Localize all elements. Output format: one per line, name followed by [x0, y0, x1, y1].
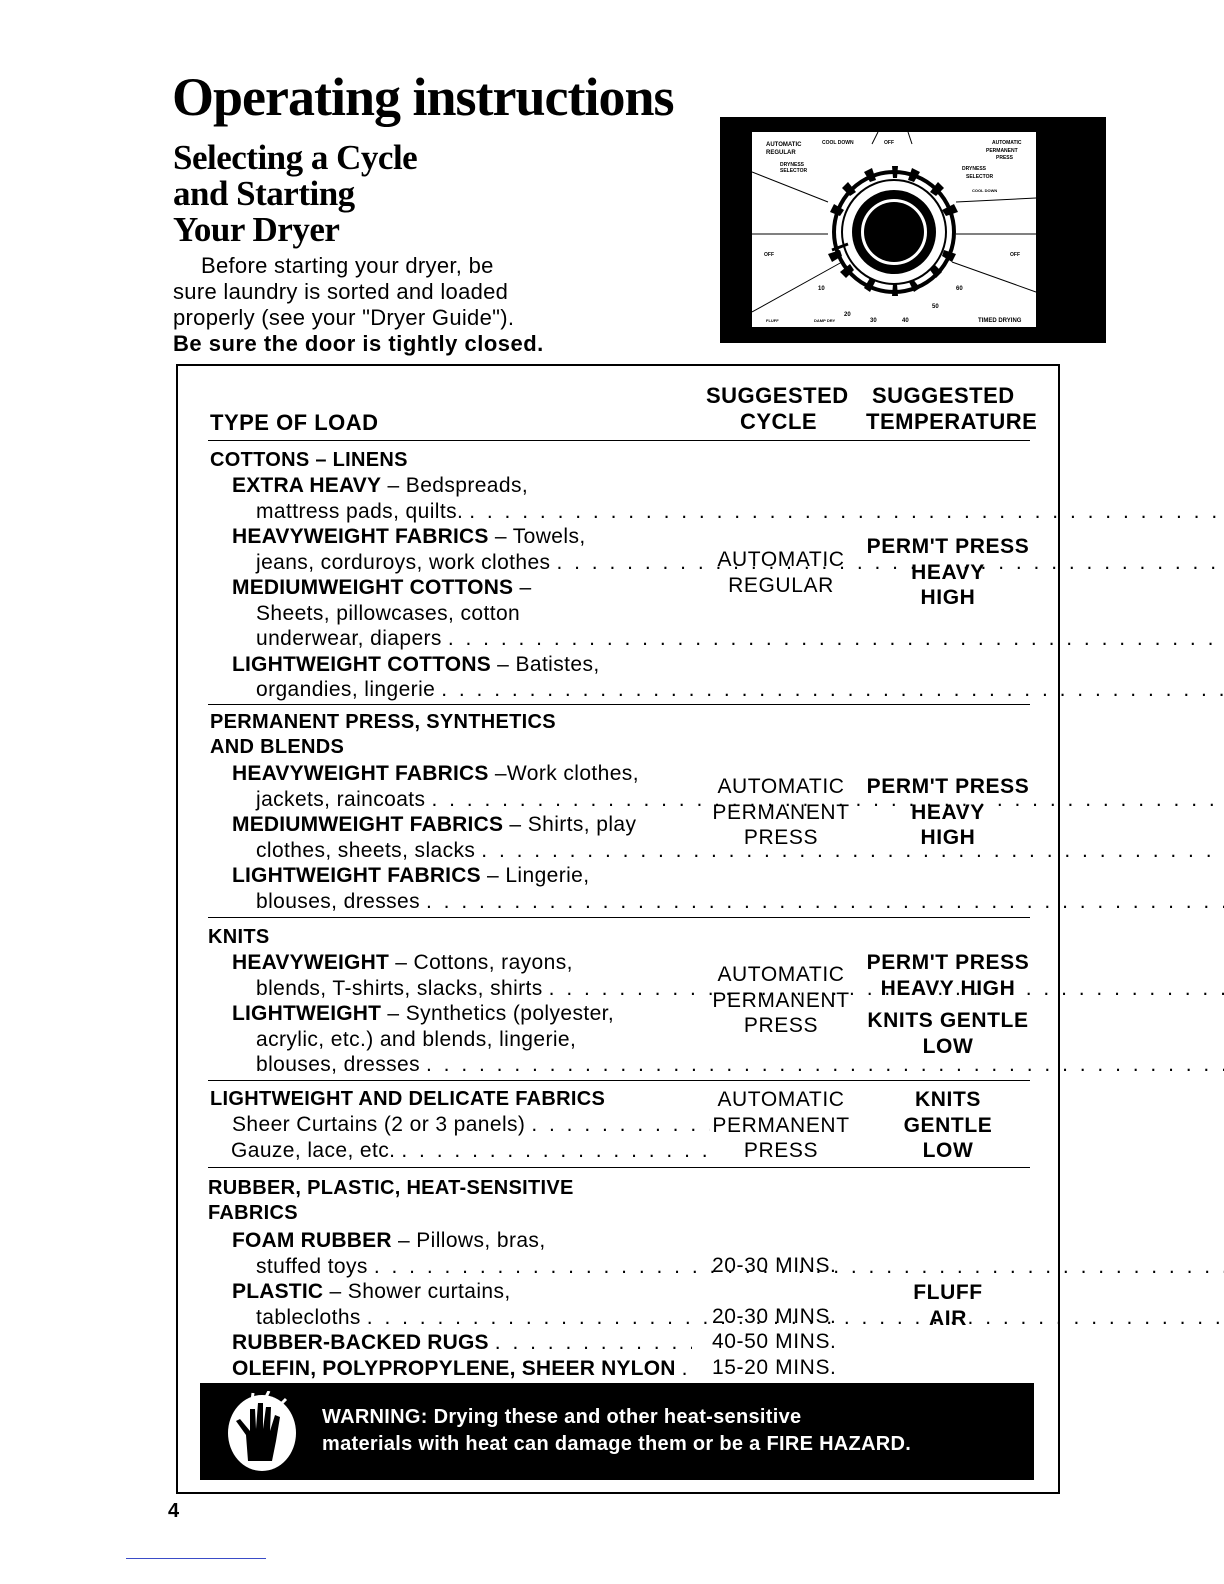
intro-line: Before starting your dryer, be [201, 253, 494, 278]
header-cycle-line: CYCLE [740, 409, 818, 434]
dial-label: SELECTOR [966, 174, 994, 180]
list-item: EXTRA HEAVY – Bedspreads, [232, 474, 529, 497]
load-items-cottons: EXTRA HEAVY – Bedspreads, mattress pads, quilts. . . . HEAVYWEIGHT FABRICS – Towels, jeans, corduroys, work clothes . . . MEDIUMWEIGHT COTTONS – Sheets, pillowcases, cotton underwear, diapers . . . LIGHTWEIGHT COTTONS – Batistes, organdies, lingerie . . . [232, 473, 692, 703]
dial-label: DRYNESS [780, 162, 804, 168]
load-items-permanent-press: HEAVYWEIGHT FABRICS –Work clothes, jackets, raincoats . . . MEDIUMWEIGHT FABRICS – Shirts, play clothes, sheets, slacks . . . LIGHTWEIGHT FABRICS – Lingerie, blouses, dresses . . . [232, 761, 692, 914]
list-item: HEAVYWEIGHT FABRICS –Work clothes, [232, 762, 639, 785]
cycle-cottons: AUTOMATIC REGULAR [717, 548, 845, 597]
dial-label: DAMP DRY [814, 318, 836, 323]
dial-label: SELECTOR [780, 168, 808, 174]
category-delicates: LIGHTWEIGHT AND DELICATE FABRICS [210, 1088, 606, 1110]
dial-label: FLUFF [766, 318, 779, 323]
header-temp-line: TEMPERATURE [866, 409, 1038, 434]
time-value: 20-30 MINS. [712, 1305, 837, 1328]
dial-label: TIMED DRYING [978, 318, 1022, 324]
cycle-dial-illustration [752, 132, 1036, 327]
time-value: 15-20 MINS. [712, 1356, 837, 1379]
dial-label: COOL DOWN [972, 188, 998, 193]
list-item: PLASTIC – Shower curtains, [232, 1280, 511, 1303]
dial-line [956, 198, 1036, 202]
dial-number: 30 [870, 318, 877, 324]
door-notice: Be sure the door is tightly closed. [173, 331, 544, 356]
category-knits: KNITS [208, 926, 270, 948]
intro-line: sure laundry is sorted and loaded [173, 279, 509, 304]
dial-label: PRESS [996, 155, 1013, 161]
temp-delicates: KNITS GENTLE LOW [903, 1088, 993, 1162]
hand-warning-icon [222, 1391, 308, 1473]
subtitle-line: and Starting [173, 174, 355, 213]
header-type-of-load: TYPE OF LOAD [210, 410, 379, 435]
cycle-permanent-press: AUTOMATIC PERMANENT PRESS [712, 775, 850, 849]
load-items-delicates [232, 1112, 710, 1163]
dial-label: DRYNESS [962, 166, 986, 172]
dial-label: AUTOMATIC [992, 140, 1022, 146]
dial-line [872, 132, 878, 144]
dial-knob-center [864, 202, 924, 262]
list-item: LIGHTWEIGHT – Synthetics (polyester, [232, 1002, 615, 1025]
dial-label: OFF [884, 140, 894, 146]
dial-number: 10 [818, 286, 825, 292]
list-item: Sheer Curtains (2 or 3 panels) . . . [232, 1112, 710, 1138]
dial-line [752, 172, 828, 202]
dial-number: 40 [902, 318, 909, 324]
page-title: Operating instructions [172, 67, 674, 127]
load-items-heat-sensitive: FOAM RUBBER – Pillows, bras, stuffed toys . . . PLASTIC – Shower curtains, tablecloths . . . RUBBER-BACKED RUGS . . . OLEFIN, POLYPROPYLENE, SHEER NYLON . . . [232, 1228, 692, 1381]
list-item: OLEFIN, POLYPROPYLENE, SHEER NYLON . . . [232, 1356, 692, 1382]
category-permanent-press: PERMANENT PRESS, SYNTHETICS AND BLENDS [210, 711, 556, 758]
temp-heat-sensitive: FLUFF AIR [913, 1281, 983, 1330]
dial-number: 50 [932, 304, 939, 310]
category-cottons: COTTONS – LINENS [210, 449, 408, 471]
dial-number: 20 [844, 312, 851, 318]
temp-cottons: PERM'T PRESS HEAVY HIGH [866, 535, 1030, 609]
page-number: 4 [168, 1500, 180, 1522]
category-heat-sensitive: RUBBER, PLASTIC, HEAT-SENSITIVE FABRICS [208, 1177, 574, 1224]
intro-paragraph [173, 253, 593, 357]
table-rule [208, 440, 1030, 441]
subtitle-line: Selecting a Cycle [173, 138, 418, 177]
table-rule [208, 1080, 1030, 1081]
dial-number: 60 [956, 286, 963, 292]
intro-line: properly (see your "Dryer Guide"). [173, 305, 515, 330]
time-value: 20-30 MINS. [712, 1254, 837, 1277]
list-item: MEDIUMWEIGHT COTTONS – [232, 576, 532, 599]
temp-permanent-press: PERM'T PRESS HEAVY HIGH [866, 775, 1030, 849]
list-item: Gauze, lace, etc. . . . [231, 1138, 711, 1164]
temp-knits: PERM'T PRESS HEAVY HIGH KNITS GENTLE LOW [866, 951, 1030, 1058]
table-rule [208, 1167, 1030, 1168]
dial-line [908, 132, 912, 144]
dial-label: OFF [1010, 252, 1020, 258]
warning-text: WARNING: Drying these and other heat-sensitive materials with heat can damage them or be a FIRE HAZARD. [322, 1406, 912, 1455]
list-item: HEAVYWEIGHT FABRICS – Towels, [232, 525, 586, 548]
list-item: MEDIUMWEIGHT FABRICS – Shirts, play [232, 813, 637, 836]
dial-label: PERMANENT [986, 148, 1018, 154]
dial-line [952, 262, 1036, 292]
cycle-delicates: AUTOMATIC PERMANENT PRESS [712, 1088, 850, 1162]
load-items-knits: HEAVYWEIGHT – Cottons, rayons, blends, T-shirts, slacks, shirts . . . LIGHTWEIGHT – Synthetics (polyester, acrylic, etc.) and blends, lingerie, blouses, dresses . . . [232, 950, 692, 1078]
time-value: 40-50 MINS. [712, 1330, 837, 1353]
list-item: LIGHTWEIGHT FABRICS – Lingerie, [232, 864, 590, 887]
list-item: FOAM RUBBER – Pillows, bras, [232, 1229, 546, 1252]
subtitle-line: Your Dryer [173, 210, 340, 249]
dial-label: OFF [764, 252, 774, 258]
dial-label: COOL DOWN [822, 140, 854, 146]
list-item: HEAVYWEIGHT – Cottons, rayons, [232, 951, 573, 974]
dial-line [752, 262, 842, 312]
list-item: LIGHTWEIGHT COTTONS – Batistes, [232, 652, 600, 676]
table-rule [208, 917, 1030, 918]
header-cycle-line: SUGGESTED [706, 383, 849, 408]
dial-label: AUTOMATIC [766, 142, 802, 148]
footer-rule [126, 1558, 266, 1559]
list-item: RUBBER-BACKED RUGS . . . [232, 1330, 692, 1356]
panel-edge-tab [1052, 160, 1078, 302]
cycle-knits: AUTOMATIC PERMANENT PRESS [712, 963, 850, 1037]
dial-label: REGULAR [766, 150, 796, 156]
table-rule [208, 704, 1030, 705]
section-subtitle [173, 140, 417, 248]
header-temp-line: SUGGESTED [872, 383, 1015, 408]
